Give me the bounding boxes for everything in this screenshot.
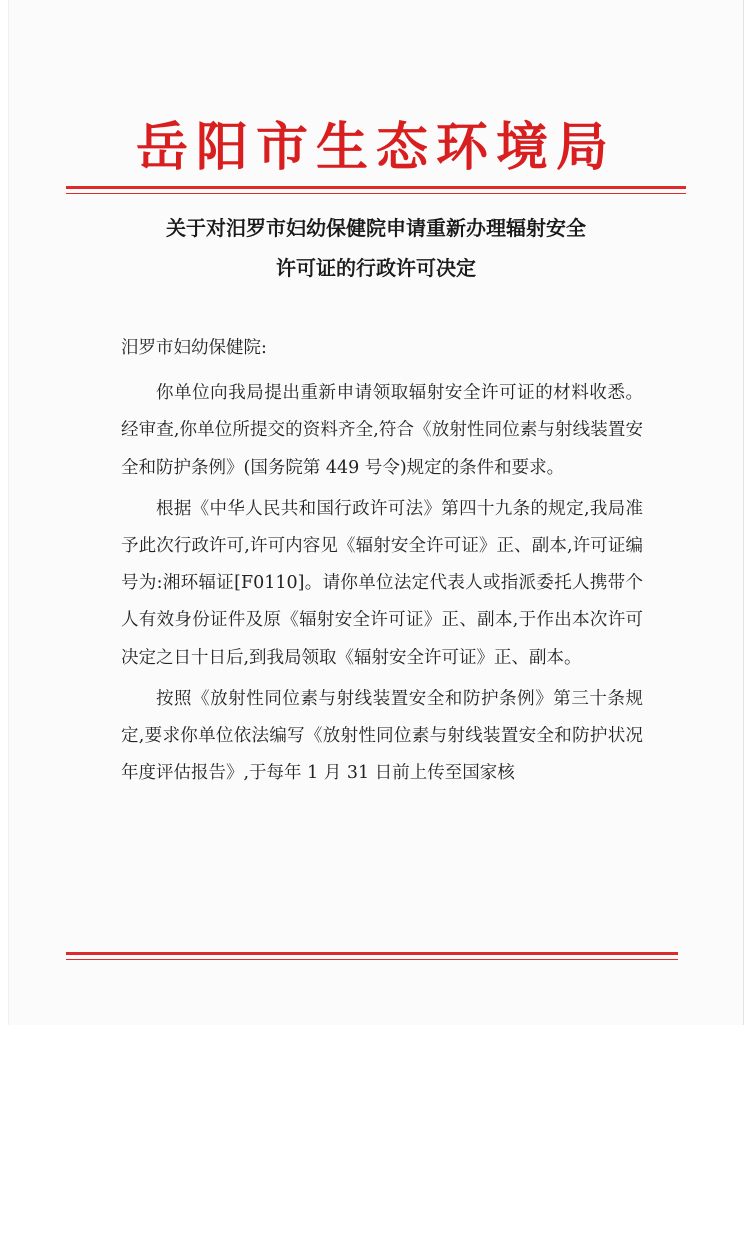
agency-header: 岳阳市生态环境局 xyxy=(135,117,616,178)
header-rule-thick xyxy=(66,186,686,189)
paragraph-2: 根据《中华人民共和国行政许可法》第四十九条的规定,我局准予此次行政许可,许可内容见《辐射安全许可证》正、副本,许可证编号为:湘环辐证[F0110]。请你单位法定代表人或指派委托人携带个人有效身份证件及原《辐射安全许可证》正、副本,于作出本次许可决定之日十日后,到我局领取《辐射安全许可证》正、副本。 xyxy=(121,498,643,668)
paragraph-3: 按照《放射性同位素与射线装置安全和防护条例》第三十条规定,要求你单位依法编写《放射性同位素与射线装置安全和防护状况年度评估报告》,于每年 1 月 31 日前上传至国家核 xyxy=(121,688,643,784)
header-rule-thin xyxy=(66,193,686,194)
title-line-1: 关于对汨罗市妇幼保健院申请重新办理辐射安全 xyxy=(166,216,586,240)
footer-rule-thick xyxy=(66,952,678,955)
recipient: 汨罗市妇幼保健院: xyxy=(121,338,267,358)
title-line-2: 许可证的行政许可决定 xyxy=(276,256,476,280)
scanned-page xyxy=(8,0,744,1025)
footer-rule-thin xyxy=(66,959,678,960)
paragraph-1: 你单位向我局提出重新申请领取辐射安全许可证的材料收悉。经审查,你单位所提交的资料齐全,符合《放射性同位素与射线装置安全和防护条例》(国务院第 449 号令)规定的条件和要求。 xyxy=(121,383,643,478)
document-body xyxy=(121,330,643,796)
document-title xyxy=(9,208,743,288)
